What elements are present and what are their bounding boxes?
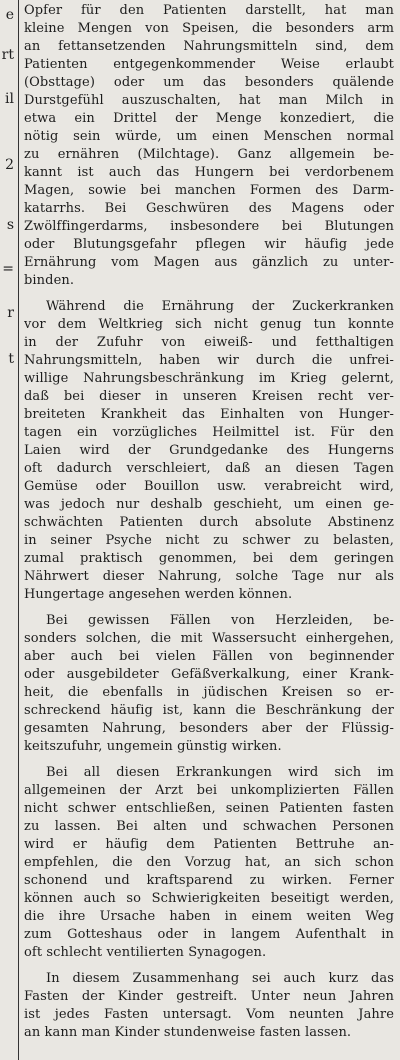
text-line: schwächten Patienten durch absolute Abstinenz xyxy=(24,515,394,530)
text-line: Durstgefühl auszuschalten, hat man Milch in xyxy=(24,93,394,108)
text-line: breiteten Krankheit das Einhalten von Hunger- xyxy=(24,407,394,422)
column-divider xyxy=(18,0,19,1060)
paragraph-spacer xyxy=(24,604,394,612)
text-line: Bei all diesen Erkrankungen wird sich im xyxy=(46,765,394,780)
text-line: Fasten der Kinder gestreift. Unter neun Jahren xyxy=(24,989,394,1004)
margin-fragment: 2 xyxy=(5,158,14,172)
margin-fragment: rt xyxy=(1,48,14,62)
text-line: heit, die ebenfalls in jüdischen Kreisen so er- xyxy=(24,685,394,700)
text-line: nötig sein würde, um einen Menschen normal xyxy=(24,129,394,144)
text-line: oder Blutungsgefahr pflegen wir häufig jede xyxy=(24,237,394,252)
text-line: etwa ein Drittel der Menge konzediert, die xyxy=(24,111,394,126)
text-line: Gemüse oder Bouillon usw. verabreicht wird, xyxy=(24,479,394,494)
paragraph-spacer xyxy=(24,756,394,764)
adjacent-column-fragments xyxy=(0,0,14,1060)
text-line: kannt ist auch das Hungern bei verdorbenem xyxy=(24,165,394,180)
paragraph xyxy=(24,970,394,1042)
margin-fragment: s xyxy=(6,218,14,232)
text-line: oft dadurch verschleiert, daß an diesen Tagen xyxy=(24,461,394,476)
text-line: in der Zufuhr von eiweiß- und fetthaltigen xyxy=(24,335,394,350)
text-line: Während die Ernährung der Zuckerkranken xyxy=(46,299,394,314)
text-line: oder ausgebildeter Gefäßverkalkung, einer Krank- xyxy=(24,667,394,682)
text-line: binden. xyxy=(24,273,75,288)
text-line: keitszufuhr, ungemein günstig wirken. xyxy=(24,739,282,754)
text-line: Magen, sowie bei manchen Formen des Darm- xyxy=(24,183,394,198)
text-line: zum Gotteshaus oder in langem Aufenthalt in xyxy=(24,927,394,942)
text-line: sonders solchen, die mit Wassersucht einhergehen, xyxy=(24,631,394,646)
text-line: nicht schwer entschließen, seinen Patienten fasten xyxy=(24,801,394,816)
text-line: katarrhs. Bei Geschwüren des Magens oder xyxy=(24,201,394,216)
text-line: Hungertage angesehen werden können. xyxy=(24,587,293,602)
text-line: Patienten entgegenkommender Weise erlaubt xyxy=(24,57,394,72)
text-line: Zwölffingerdarms, insbesondere bei Blutungen xyxy=(24,219,394,234)
text-line: tagen ein vorzügliches Heilmittel ist. Für den xyxy=(24,425,394,440)
text-line: zu ernähren (Milchtage). Ganz allgemein be- xyxy=(24,147,394,162)
paragraph-spacer xyxy=(24,962,394,970)
text-line: wird er häufig dem Patienten Bettruhe an- xyxy=(24,837,394,852)
text-line: was jedoch nur deshalb geschieht, um einen ge- xyxy=(24,497,394,512)
text-line: allgemeinen der Arzt bei unkomplizierten Fällen xyxy=(24,783,394,798)
text-line: (Obsttage) oder um das besonders quälende xyxy=(24,75,394,90)
margin-fragment: il xyxy=(5,92,14,106)
text-line: oft schlecht ventilierten Synagogen. xyxy=(24,945,267,960)
text-line: aber auch bei vielen Fällen von beginnender xyxy=(24,649,394,664)
text-line: an fettansetzenden Nahrungsmitteln sind, dem xyxy=(24,39,394,54)
margin-fragment: = xyxy=(2,262,14,276)
text-line: Opfer für den Patienten darstellt, hat man xyxy=(24,3,394,18)
text-line: können auch so Schwierigkeiten beseitigt werden, xyxy=(24,891,394,906)
article-column xyxy=(24,2,394,1042)
text-line: kleine Mengen von Speisen, die besonders arm xyxy=(24,21,394,36)
text-line: empfehlen, die den Vorzug hat, an sich schon xyxy=(24,855,394,870)
margin-fragment: e xyxy=(5,8,14,22)
text-line: Ernährung vom Magen aus gänzlich zu unter- xyxy=(24,255,394,270)
text-line: Laien wird der Grundgedanke des Hungerns xyxy=(24,443,394,458)
text-line: gesamten Nahrung, besonders aber der Flüssig- xyxy=(24,721,394,736)
text-line: an kann man Kinder stundenweise fasten lassen. xyxy=(24,1025,352,1040)
paragraph xyxy=(24,612,394,756)
text-line: willige Nahrungsbeschränkung im Krieg gelernt, xyxy=(24,371,394,386)
text-line: in seiner Psyche nicht zu schwer zu belasten, xyxy=(24,533,394,548)
paragraph xyxy=(24,298,394,604)
text-line: Nahrungsmitteln, haben wir durch die unfrei- xyxy=(24,353,394,368)
text-line: In diesem Zusammenhang sei auch kurz das xyxy=(46,971,394,986)
text-line: Bei gewissen Fällen von Herzleiden, be- xyxy=(46,613,394,628)
text-line: schreckend häufig ist, kann die Beschränkung der xyxy=(24,703,394,718)
paragraph xyxy=(24,764,394,962)
margin-fragment: r xyxy=(7,306,14,320)
paragraph-spacer xyxy=(24,290,394,298)
text-line: vor dem Weltkrieg sich nicht genug tun konnte xyxy=(24,317,394,332)
text-line: zumal praktisch genommen, bei dem geringen xyxy=(24,551,394,566)
paragraph xyxy=(24,2,394,290)
text-line: die ihre Ursache haben in einem weiten Weg xyxy=(24,909,394,924)
text-line: schonend und kraftsparend zu wirken. Ferner xyxy=(24,873,394,888)
text-line: ist jedes Fasten untersagt. Vom neunten Jahre xyxy=(24,1007,394,1022)
text-line: zu lassen. Bei alten und schwachen Personen xyxy=(24,819,394,834)
margin-fragment: t xyxy=(8,352,14,366)
text-line: Nährwert dieser Nahrung, solche Tage nur als xyxy=(24,569,394,584)
text-line: daß bei dieser in unseren Kreisen recht ver- xyxy=(24,389,394,404)
